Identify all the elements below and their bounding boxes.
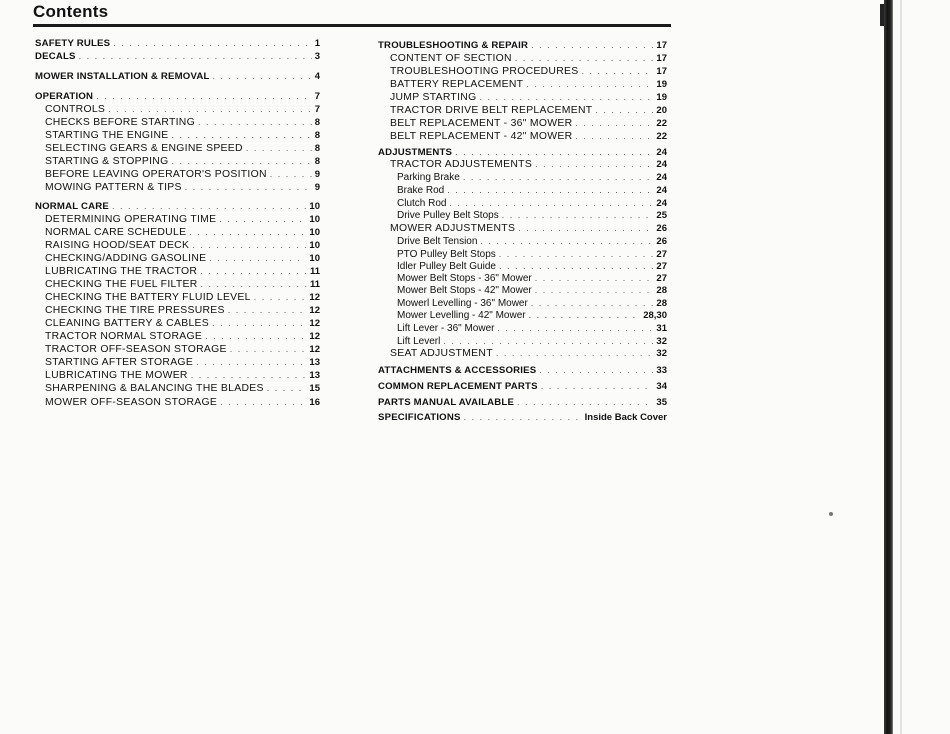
dot-leader — [531, 39, 653, 51]
page-title: Contents — [33, 2, 109, 21]
toc-entry-label: CHECKS BEFORE STARTING — [45, 117, 195, 128]
toc-entry-page: 10 — [309, 253, 320, 264]
toc-entry-page: 22 — [656, 131, 667, 142]
dot-leader — [112, 200, 306, 212]
dot-leader — [443, 335, 653, 347]
scan-speck — [829, 512, 833, 516]
toc-entry — [45, 142, 320, 155]
toc-entry — [390, 78, 667, 91]
toc-entry — [45, 317, 320, 330]
dot-leader — [595, 104, 653, 116]
toc-entry-page: 7 — [314, 104, 320, 115]
toc-entry-label: DETERMINING OPERATING TIME — [45, 214, 217, 225]
toc-entry-page: 12 — [309, 318, 320, 329]
toc-entry-label: Lift Leverl — [397, 336, 441, 347]
dot-leader — [220, 396, 306, 408]
toc-entry-label: STARTING AFTER STORAGE — [45, 357, 194, 368]
toc-entry — [45, 155, 320, 168]
page-binding-edge — [884, 0, 893, 734]
toc-entry-label: MOWER ADJUSTMENTS — [390, 223, 516, 234]
toc-entry-page: 11 — [309, 279, 320, 290]
toc-entry-page: 12 — [309, 331, 320, 342]
toc-entry-label: Drive Belt Tension — [397, 236, 478, 247]
dot-leader — [196, 356, 306, 368]
toc-entry-page: Inside Back Cover — [584, 412, 667, 423]
toc-entry-page: 10 — [309, 240, 320, 251]
toc-entry-page: 8 — [314, 143, 320, 154]
toc-entry-page: 24 — [656, 198, 667, 209]
toc-entry — [390, 117, 667, 130]
toc-entry — [35, 90, 320, 103]
toc-entry — [45, 382, 320, 395]
dot-leader — [209, 252, 306, 264]
toc-entry-label: BEFORE LEAVING OPERATOR'S POSITION — [45, 169, 267, 180]
toc-entry — [397, 171, 667, 184]
dot-leader — [479, 91, 653, 103]
toc-entry-page: 22 — [656, 118, 667, 129]
toc-entry — [45, 330, 320, 343]
toc-entry — [378, 39, 667, 52]
toc-entry-label: CLEANING BATTERY & CABLES — [45, 318, 209, 329]
toc-entry-label: MOWER INSTALLATION & REMOVAL — [35, 71, 210, 82]
toc-entry — [390, 52, 667, 65]
dot-leader — [541, 380, 654, 392]
toc-entry — [397, 309, 667, 322]
toc-entry — [45, 343, 320, 356]
toc-entry-page: 8 — [314, 130, 320, 141]
toc-entry — [35, 50, 320, 63]
toc-entry-page: 1 — [314, 38, 320, 49]
title-rule — [33, 24, 671, 27]
dot-leader — [267, 382, 307, 394]
toc-entry-label: BELT REPLACEMENT - 42" MOWER — [390, 131, 573, 142]
toc-entry-page: 12 — [309, 292, 320, 303]
toc-entry-page: 27 — [656, 273, 667, 284]
dot-leader — [270, 168, 312, 180]
dot-leader — [496, 347, 654, 359]
toc-entry-label: CHECKING/ADDING GASOLINE — [45, 253, 207, 264]
toc-entry — [45, 213, 320, 226]
toc-entry-page: 35 — [656, 397, 667, 408]
toc-entry-page: 12 — [309, 344, 320, 355]
toc-entry-label: Idler Pulley Belt Guide — [397, 261, 496, 272]
toc-entry-page: 10 — [309, 201, 320, 212]
toc-entry-page: 16 — [309, 397, 320, 408]
dot-leader — [113, 37, 311, 49]
toc-entry-page: 27 — [656, 249, 667, 260]
dot-leader — [539, 364, 653, 376]
dot-leader — [575, 130, 653, 142]
toc-entry-label: LUBRICATING THE TRACTOR — [45, 266, 198, 277]
toc-entry-page: 7 — [314, 91, 320, 102]
toc-entry-label: CONTROLS — [45, 104, 106, 115]
toc-entry-label: CHECKING THE BATTERY FLUID LEVEL — [45, 292, 251, 303]
toc-entry-label: TRACTOR NORMAL STORAGE — [45, 331, 203, 342]
toc-entry-label: COMMON REPLACEMENT PARTS — [378, 381, 538, 392]
toc-entry-page: 27 — [656, 261, 667, 272]
toc-entry — [45, 396, 320, 409]
toc-entry-label: TRACTOR ADJUSTEMENTS — [390, 159, 533, 170]
toc-entry-label: SEAT ADJUSTMENT — [390, 348, 493, 359]
toc-entry-label: SELECTING GEARS & ENGINE SPEED — [45, 143, 243, 154]
toc-entry — [35, 200, 320, 213]
toc-entry-page: 34 — [656, 381, 667, 392]
toc-entry-label: OPERATION — [35, 91, 94, 102]
toc-entry-page: 31 — [656, 323, 667, 334]
toc-entry-label: Mower Belt Stops - 36" Mower — [397, 273, 532, 284]
dot-leader — [200, 265, 307, 277]
toc-entry-page: 13 — [309, 370, 320, 381]
toc-entry-label: SPECIFICATIONS — [378, 412, 461, 423]
toc-entry — [45, 103, 320, 116]
toc-entry — [390, 130, 667, 143]
toc-entry-label: BELT REPLACEMENT - 36" MOWER — [390, 118, 573, 129]
toc-entry — [378, 411, 667, 424]
dot-leader — [228, 304, 307, 316]
toc-entry — [35, 37, 320, 50]
toc-entry — [45, 116, 320, 129]
toc-entry-page: 12 — [309, 305, 320, 316]
dot-leader — [108, 103, 312, 115]
toc-entry — [45, 129, 320, 142]
toc-entry — [45, 239, 320, 252]
toc-entry — [397, 184, 667, 197]
toc-entry-label: TRACTOR DRIVE BELT REPLACEMENT — [390, 105, 593, 116]
toc-entry — [45, 304, 320, 317]
toc-entry-label: TROUBLESHOOTING PROCEDURES — [390, 66, 579, 77]
dot-leader — [219, 213, 306, 225]
toc-entry-page: 25 — [656, 210, 667, 221]
toc-entry — [378, 396, 667, 409]
toc-entry — [45, 252, 320, 265]
toc-entry-label: STARTING & STOPPING — [45, 156, 169, 167]
toc-entry — [390, 158, 667, 171]
dot-leader — [502, 209, 654, 221]
toc-entry-label: MOWING PATTERN & TIPS — [45, 182, 182, 193]
toc-entry-label: SAFETY RULES — [35, 38, 111, 49]
dot-leader — [517, 396, 653, 408]
toc-entry-page: 32 — [656, 336, 667, 347]
toc-entry-page: 19 — [656, 79, 667, 90]
toc-entry — [397, 322, 667, 335]
toc-entry-page: 11 — [309, 266, 320, 277]
dot-leader — [535, 272, 654, 284]
toc-entry-page: 26 — [656, 223, 667, 234]
dot-leader — [96, 90, 312, 102]
toc-entry-label: NORMAL CARE SCHEDULE — [45, 227, 187, 238]
toc-entry-page: 3 — [314, 51, 320, 62]
toc-entry-page: 26 — [656, 236, 667, 247]
toc-entry — [378, 364, 667, 377]
toc-entry-page: 17 — [656, 40, 667, 51]
toc-entry — [45, 356, 320, 369]
dot-leader — [198, 116, 312, 128]
dot-leader — [526, 78, 653, 90]
toc-entry-page: 13 — [309, 357, 320, 368]
toc-entry-label: TRACTOR OFF-SEASON STORAGE — [45, 344, 227, 355]
toc-entry — [397, 235, 667, 248]
dot-leader — [447, 184, 653, 196]
dot-leader — [171, 129, 311, 141]
toc-entry — [45, 226, 320, 239]
toc-entry-page: 9 — [314, 182, 320, 193]
toc-entry-label: Mower Belt Stops - 42" Mower — [397, 285, 532, 296]
toc-entry-label: ATTACHMENTS & ACCESSORIES — [378, 365, 537, 376]
toc-entry-page: 24 — [656, 172, 667, 183]
dot-leader — [464, 411, 582, 423]
toc-entry — [45, 168, 320, 181]
dot-leader — [515, 52, 654, 64]
dot-leader — [79, 50, 312, 62]
toc-entry-page: 28 — [656, 298, 667, 309]
dot-leader — [480, 235, 653, 247]
dot-leader — [213, 70, 312, 82]
dot-leader — [455, 146, 653, 158]
toc-entry-page: 19 — [656, 92, 667, 103]
dot-leader — [192, 239, 306, 251]
toc-entry-label: Mowerl Levelling - 36" Mower — [397, 298, 528, 309]
dot-leader — [463, 171, 654, 183]
dot-leader — [191, 369, 307, 381]
toc-entry-label: BATTERY REPLACEMENT — [390, 79, 524, 90]
dot-leader — [205, 330, 306, 342]
toc-entry — [397, 284, 667, 297]
toc-entry-label: Clutch Rod — [397, 198, 447, 209]
toc-entry — [390, 91, 667, 104]
toc-entry — [390, 104, 667, 117]
toc-entry-label: NORMAL CARE — [35, 201, 109, 212]
dot-leader — [185, 181, 312, 193]
dot-leader — [212, 317, 306, 329]
toc-entry-label: PARTS MANUAL AVAILABLE — [378, 397, 515, 408]
toc-entry-page: 9 — [314, 169, 320, 180]
dot-leader — [499, 248, 654, 260]
dot-leader — [171, 155, 311, 167]
dot-leader — [499, 260, 653, 272]
toc-entry-page: 33 — [656, 365, 667, 376]
toc-entry-label: CHECKING THE TIRE PRESSURES — [45, 305, 225, 316]
dot-leader — [531, 297, 654, 309]
dot-leader — [254, 291, 307, 303]
dot-leader — [535, 284, 654, 296]
toc-entry — [45, 369, 320, 382]
toc-entry-label: JUMP STARTING — [390, 92, 477, 103]
toc-entry-page: 20 — [656, 105, 667, 116]
toc-entry-page: 10 — [309, 214, 320, 225]
toc-entry-page: 4 — [314, 71, 320, 82]
toc-entry — [397, 209, 667, 222]
toc-entry-page: 32 — [656, 348, 667, 359]
toc-entry-label: Drive Pulley Belt Stops — [397, 210, 499, 221]
toc-entry — [390, 222, 667, 235]
toc-entry-label: CHECKING THE FUEL FILTER — [45, 279, 198, 290]
toc-entry-label: PTO Pulley Belt Stops — [397, 249, 496, 260]
dot-leader — [518, 222, 653, 234]
toc-entry-page: 24 — [656, 185, 667, 196]
toc-entry-label: CONTENT OF SECTION — [390, 53, 512, 64]
toc-entry-page: 28,30 — [643, 310, 667, 321]
dot-leader — [246, 142, 312, 154]
toc-entry-label: MOWER OFF-SEASON STORAGE — [45, 397, 218, 408]
dot-leader — [230, 343, 307, 355]
toc-entry-page: 8 — [314, 156, 320, 167]
toc-entry-page: 8 — [314, 117, 320, 128]
toc-entry-label: RAISING HOOD/SEAT DECK — [45, 240, 190, 251]
dot-leader — [529, 309, 641, 321]
toc-entry-label: Parking Brake — [397, 172, 460, 183]
toc-entry-label: DECALS — [35, 51, 76, 62]
toc-entry-label: TROUBLESHOOTING & REPAIR — [378, 40, 529, 51]
toc-entry — [45, 181, 320, 194]
toc-entry-page: 10 — [309, 227, 320, 238]
toc-entry — [378, 380, 667, 393]
toc-entry-label: Lift Lever - 36" Mower — [397, 323, 495, 334]
toc-entry — [35, 70, 320, 83]
toc-entry — [45, 291, 320, 304]
toc-entry-page: 24 — [656, 159, 667, 170]
dot-leader — [497, 322, 653, 334]
dot-leader — [575, 117, 653, 129]
toc-entry — [45, 265, 320, 278]
toc-entry — [45, 278, 320, 291]
toc-entry-label: ADJUSTMENTS — [378, 147, 453, 158]
toc-entry — [390, 65, 667, 78]
toc-entry-page: 28 — [656, 285, 667, 296]
toc-entry-label: Mower Levelling - 42" Mower — [397, 310, 526, 321]
dot-leader — [535, 158, 653, 170]
toc-entry — [390, 347, 667, 360]
page-edge-line — [900, 0, 902, 734]
toc-entry-page: 15 — [309, 383, 320, 394]
dot-leader — [449, 197, 653, 209]
dot-leader — [201, 278, 307, 290]
toc-entry-page: 17 — [656, 66, 667, 77]
toc-entry-label: STARTING THE ENGINE — [45, 130, 169, 141]
toc-entry-label: LUBRICATING THE MOWER — [45, 370, 188, 381]
dot-leader — [582, 65, 654, 77]
toc-entry-label: SHARPENING & BALANCING THE BLADES — [45, 383, 264, 394]
toc-entry-label: Brake Rod — [397, 185, 445, 196]
toc-entry-page: 17 — [656, 53, 667, 64]
toc-entry-page: 24 — [656, 147, 667, 158]
dot-leader — [189, 226, 306, 238]
